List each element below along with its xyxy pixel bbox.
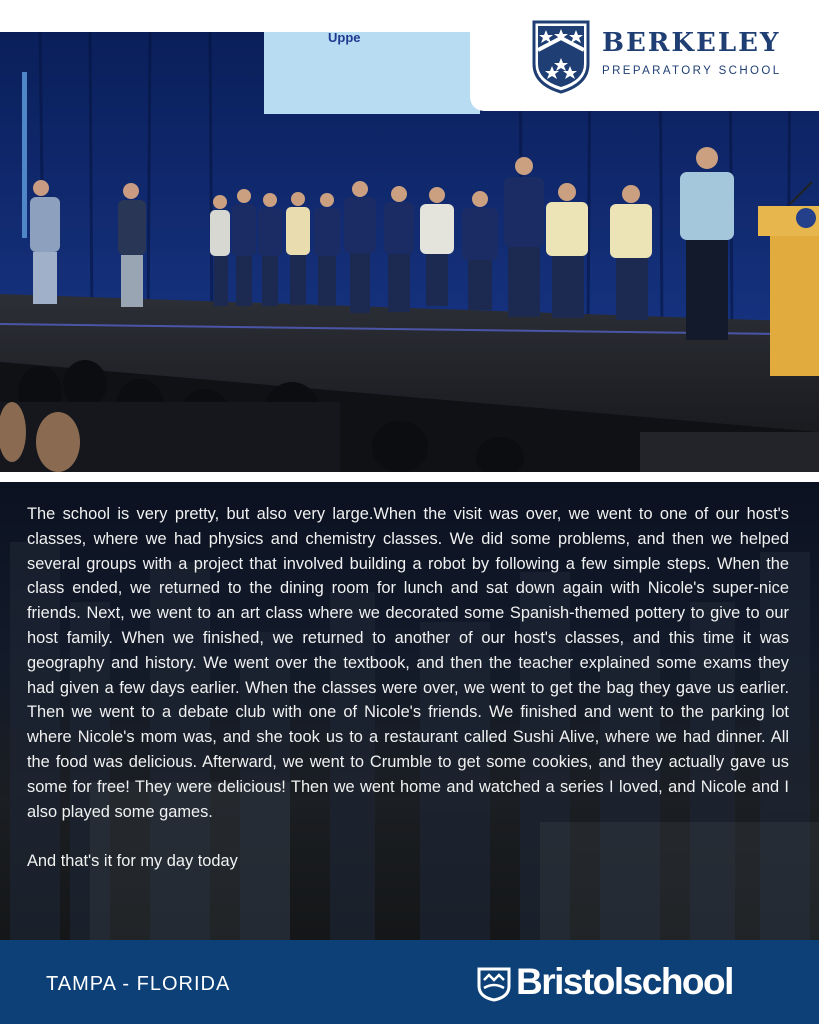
shield-crest-icon	[532, 20, 590, 94]
school-logo	[470, 0, 819, 111]
footer-bar	[0, 940, 819, 1024]
story-paragraph: The school is very pretty, but also very large.When the visit was over, we went to one of our host's classes, where we had physics and chemistry classes. We did some problems, and then we helped several groups with a project that involved building a robot by following a few simple steps. When the class ended, we returned to the dining room for lunch and sat down again with Nicole's super-nice friends. Next, we went to an art class where we decorated some Spanish-themed pottery to give to our host family. When we finished, we returned to another of our host's classes, and this time it was geography and history. We went over the textbook, and then the teacher explained some exams they had given a few days earlier. When the classes were over, we went to get the bag they gave us earlier. Then we went to a debate club with one of Nicole's friends. We finished and went to the parking lot where Nicole's mom was, and she took us to a restaurant called Sushi Alive, where we had dinner. All the food was delicious. Afterward, we went to Crumble to get some cookies, and they actually gave us some for free! They were delicious! Then we went home and watched a series I loved, and Nicole and I also played some games.	[27, 505, 789, 821]
story-closing: And that's it for my day today	[27, 852, 238, 871]
bristol-brand: Bristolschool	[516, 961, 733, 1002]
story-text	[27, 502, 789, 874]
screen-text: Uppe	[328, 32, 361, 45]
story-panel	[0, 482, 819, 940]
school-subtitle: PREPARATORY SCHOOL	[602, 65, 782, 77]
location-label: TAMPA - FLORIDA	[46, 973, 231, 995]
school-name: BERKELEY	[602, 28, 781, 58]
bristol-crest-icon	[476, 966, 512, 1002]
